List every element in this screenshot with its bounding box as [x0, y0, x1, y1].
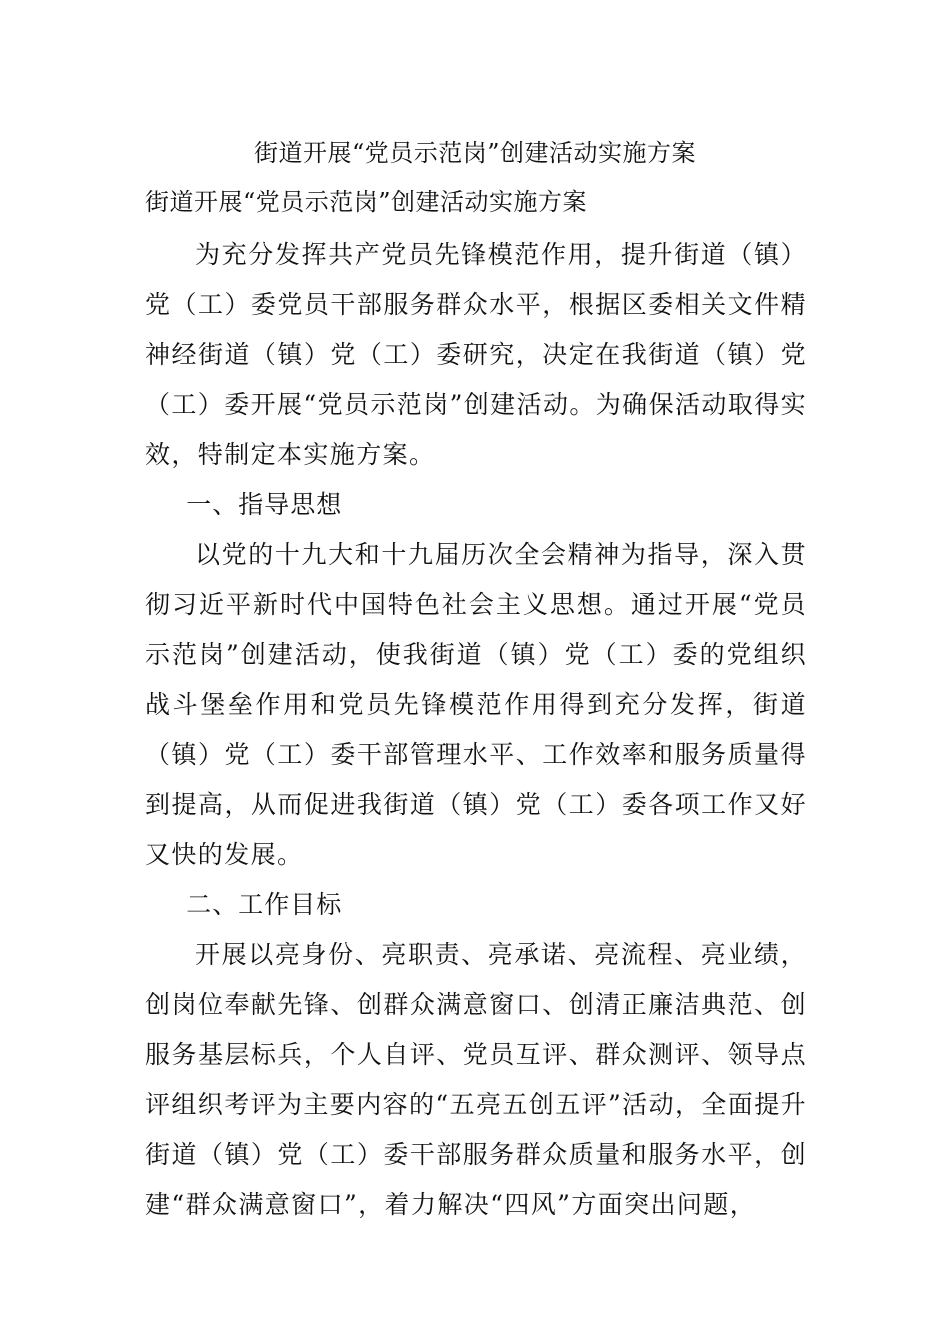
- intro-paragraph: 为充分发挥共产党员先锋模范作用，提升街道（镇）党（工）委党员干部服务群众水平，根据区委相关文件精神经街道（镇）党（工）委研究，决定在我街道（镇）党（工）委开展“党员示范岗”创建活动。为确保活动取得实效，特制定本实施方案。: [145, 240, 807, 469]
- section-heading-work-goals: 二、工作目标: [186, 890, 343, 919]
- section-heading-guiding-thought: 一、指导思想: [186, 490, 343, 519]
- document-title: 街道开展“党员示范岗”创建活动实施方案: [253, 139, 697, 167]
- document-body: [145, 230, 807, 1230]
- guiding-thought-paragraph: 以党的十九大和十九届历次全会精神为指导，深入贯彻习近平新时代中国特色社会主义思想。通过开展“党员示范岗”创建活动，使我街道（镇）党（工）委的党组织战斗堡垒作用和党员先锋模范作用得到充分发挥，街道（镇）党（工）委干部管理水平、工作效率和服务质量得到提高，从而促进我街道（镇）党（工）委各项工作又好又快的发展。: [145, 540, 807, 869]
- work-goals-paragraph: 开展以亮身份、亮职责、亮承诺、亮流程、亮业绩，创岗位奉献先锋、创群众满意窗口、创清正廉洁典范、创服务基层标兵，个人自评、党员互评、群众测评、领导点评组织考评为主要内容的“五亮五创五评”活动，全面提升街道（镇）党（工）委干部服务群众质量和服务水平，创建“群众满意窗口”，着力解决“四风”方面突出问题，: [145, 940, 807, 1219]
- document-subtitle: 街道开展“党员示范岗”创建活动实施方案: [145, 188, 588, 216]
